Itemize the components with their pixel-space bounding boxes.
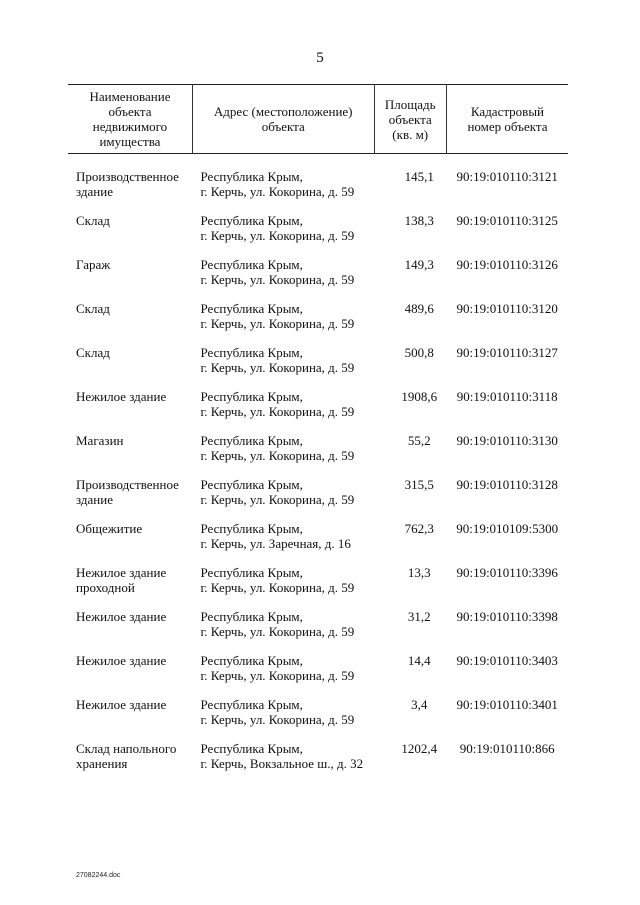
cell-cadastral: 90:19:010110:3118 (456, 389, 558, 404)
cell-cadastral: 90:19:010110:3125 (456, 213, 558, 228)
cell-address: Республика Крым, г. Керчь, ул. Кокорина, д. 59 (200, 389, 355, 419)
table-row (68, 213, 568, 257)
cell-area: 138,3 (404, 213, 434, 228)
cell-cadastral: 90:19:010110:3126 (456, 257, 558, 272)
table-row (68, 257, 568, 301)
cell-cadastral: 90:19:010110:3396 (456, 565, 558, 580)
table-row (68, 653, 568, 697)
cell-object-name: Гараж (76, 257, 111, 272)
cell-object-name: Нежилое здание (76, 697, 167, 712)
table-row (68, 345, 568, 389)
cell-area: 55,2 (407, 433, 431, 448)
cell-object-name: Нежилое здание (76, 609, 167, 624)
cell-address: Республика Крым, г. Керчь, ул. Кокорина, д. 59 (200, 169, 355, 199)
table-header-row (68, 85, 568, 154)
table-row (68, 169, 568, 213)
table-row (68, 477, 568, 521)
cell-object-name: Нежилое здание (76, 653, 167, 668)
cell-area: 315,5 (404, 477, 434, 492)
header-cadastral (446, 85, 568, 154)
cell-address: Республика Крым, г. Керчь, ул. Кокорина, д. 59 (200, 697, 355, 727)
header-name-text: Наименование объекта недвижимого имущества (89, 89, 171, 149)
cell-object-name: Общежитие (76, 521, 143, 536)
cell-object-name: Склад (76, 301, 110, 316)
cell-address: Республика Крым, г. Керчь, ул. Кокорина, д. 59 (200, 433, 355, 463)
cell-cadastral: 90:19:010110:3130 (456, 433, 558, 448)
cell-object-name: Склад напольного хранения (76, 741, 177, 771)
cell-cadastral: 90:19:010110:3403 (456, 653, 558, 668)
header-cadastral-text: Кадастровый номер объекта (467, 104, 548, 134)
page-number: 5 (316, 50, 324, 66)
cell-address: Республика Крым, г. Керчь, ул. Кокорина, д. 59 (200, 609, 355, 639)
cell-cadastral: 90:19:010110:3401 (456, 697, 558, 712)
cell-address: Республика Крым, г. Керчь, ул. Кокорина, д. 59 (200, 477, 355, 507)
cell-cadastral: 90:19:010110:3120 (456, 301, 558, 316)
cell-object-name: Нежилое здание проходной (76, 565, 167, 595)
cell-object-name: Склад (76, 345, 110, 360)
cell-object-name: Производственное здание (76, 169, 179, 199)
table-row (68, 389, 568, 433)
cell-address: Республика Крым, г. Керчь, Вокзальное ш., д. 32 (200, 741, 364, 771)
cell-object-name: Склад (76, 213, 110, 228)
header-address (192, 85, 374, 154)
table-row (68, 433, 568, 477)
cell-address: Республика Крым, г. Керчь, ул. Заречная, д. 16 (200, 521, 351, 551)
cell-area: 149,3 (404, 257, 434, 272)
cell-address: Республика Крым, г. Керчь, ул. Кокорина, д. 59 (200, 213, 355, 243)
property-table (68, 84, 568, 785)
cell-area: 145,1 (404, 169, 434, 184)
table-row (68, 741, 568, 785)
table-body (68, 154, 568, 786)
cell-cadastral: 90:19:010110:3398 (456, 609, 558, 624)
cell-area: 762,3 (404, 521, 434, 536)
table-row (68, 301, 568, 345)
cell-area: 13,3 (407, 565, 431, 580)
cell-area: 14,4 (407, 653, 431, 668)
cell-area: 31,2 (407, 609, 431, 624)
table-row (68, 521, 568, 565)
cell-area: 1908,6 (401, 389, 438, 404)
cell-area: 1202,4 (401, 741, 438, 756)
cell-address: Республика Крым, г. Керчь, ул. Кокорина, д. 59 (200, 301, 355, 331)
cell-cadastral: 90:19:010109:5300 (456, 521, 559, 536)
cell-cadastral: 90:19:010110:3127 (456, 345, 558, 360)
footer-filename: 27082244.doc (76, 872, 121, 879)
table-row (68, 609, 568, 653)
header-area (374, 85, 446, 154)
header-area-text: Площадь объекта (кв. м) (384, 96, 436, 142)
cell-area: 500,8 (404, 345, 434, 360)
header-name (68, 85, 192, 154)
cell-cadastral: 90:19:010110:866 (459, 741, 555, 756)
cell-address: Республика Крым, г. Керчь, ул. Кокорина, д. 59 (200, 257, 355, 287)
cell-area: 3,4 (411, 697, 428, 712)
cell-cadastral: 90:19:010110:3128 (456, 477, 558, 492)
cell-address: Республика Крым, г. Керчь, ул. Кокорина, д. 59 (200, 565, 355, 595)
table-row (68, 565, 568, 609)
cell-object-name: Производственное здание (76, 477, 179, 507)
cell-address: Республика Крым, г. Керчь, ул. Кокорина, д. 59 (200, 653, 355, 683)
cell-object-name: Магазин (76, 433, 124, 448)
table-row (68, 697, 568, 741)
cell-object-name: Нежилое здание (76, 389, 167, 404)
cell-address: Республика Крым, г. Керчь, ул. Кокорина, д. 59 (200, 345, 355, 375)
cell-cadastral: 90:19:010110:3121 (456, 169, 558, 184)
header-address-text: Адрес (местоположение) объекта (213, 104, 353, 134)
cell-area: 489,6 (404, 301, 434, 316)
